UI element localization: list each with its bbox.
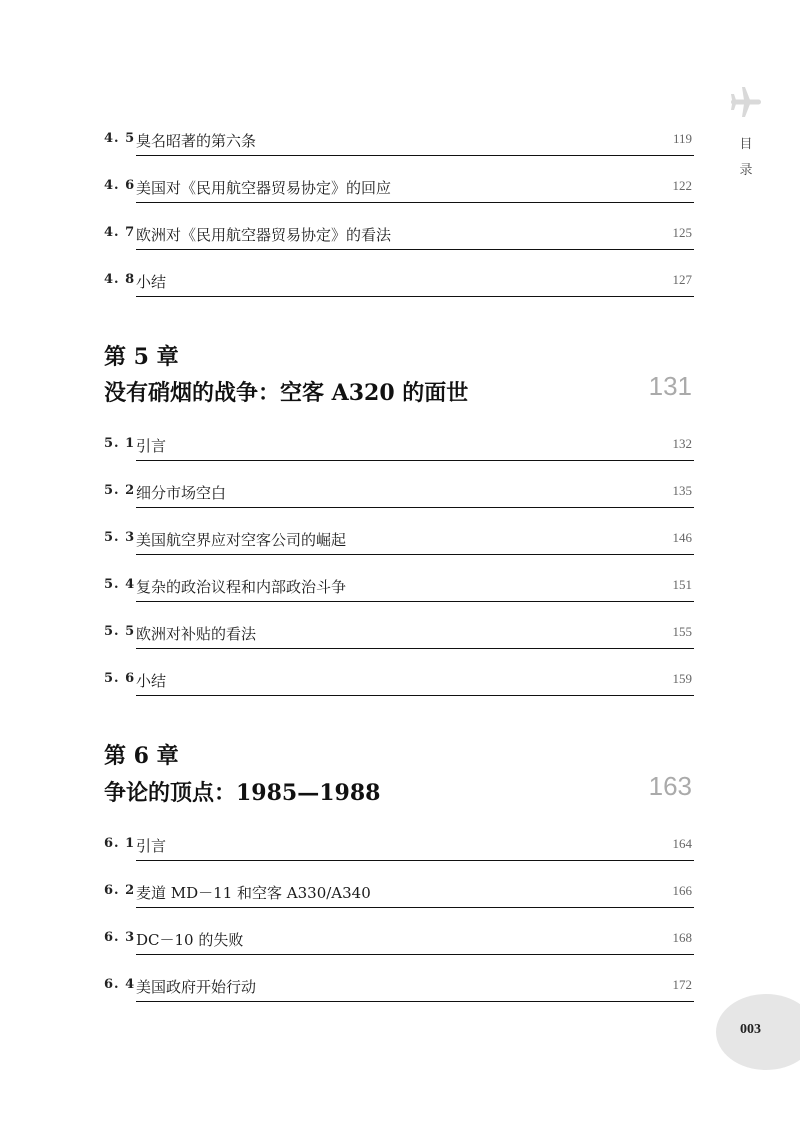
- divider: [136, 1001, 694, 1002]
- divider: [136, 907, 694, 908]
- page-number: 003: [740, 1022, 761, 1037]
- toc-entry[interactable]: [104, 269, 694, 299]
- divider: [136, 648, 694, 649]
- section-page: 125: [672, 225, 692, 240]
- toc-entry[interactable]: [104, 222, 694, 252]
- section-page: 127: [672, 272, 692, 287]
- section-number: 4. 6: [104, 178, 136, 193]
- section-title: 小结: [136, 273, 167, 291]
- chapter-page: 131: [648, 371, 692, 401]
- section-number: 6. 4: [104, 977, 136, 992]
- section-number: 4. 8: [104, 272, 136, 287]
- airplane-icon: [728, 84, 764, 120]
- section-number: 5. 2: [104, 483, 136, 498]
- toc-entry[interactable]: [104, 480, 694, 510]
- section-title: 美国政府开始行动: [136, 978, 257, 996]
- toc-entry[interactable]: [104, 175, 694, 205]
- section-page: 164: [672, 836, 692, 851]
- divider: [136, 296, 694, 297]
- chapter-label: 第 6 章: [104, 743, 179, 769]
- section-title: DC－10 的失败: [136, 931, 244, 949]
- divider: [136, 695, 694, 696]
- side-label-char: 录: [739, 163, 753, 178]
- section-title: 小结: [136, 672, 167, 690]
- section-title: 细分市场空白: [136, 484, 227, 502]
- chapter-page: 163: [648, 771, 692, 801]
- divider: [136, 860, 694, 861]
- section-number: 5. 1: [104, 436, 136, 451]
- section-page: 166: [672, 883, 692, 898]
- section-number: 5. 6: [104, 671, 136, 686]
- toc-entry[interactable]: [104, 527, 694, 557]
- section-page: 172: [672, 977, 692, 992]
- toc-entry[interactable]: [104, 621, 694, 651]
- toc-entry[interactable]: [104, 433, 694, 463]
- section-number: 5. 3: [104, 530, 136, 545]
- toc-entry[interactable]: [104, 927, 694, 957]
- toc-entry[interactable]: [104, 974, 694, 1004]
- divider: [136, 249, 694, 250]
- section-page: 135: [672, 483, 692, 498]
- chapter-title[interactable]: 争论的顶点：1985—1988: [104, 780, 381, 806]
- section-number: 4. 5: [104, 131, 136, 146]
- divider: [136, 202, 694, 203]
- toc-side-label: [738, 132, 754, 184]
- section-title: 美国对《民用航空器贸易协定》的回应: [136, 179, 392, 197]
- section-title: 欧洲对补贴的看法: [136, 625, 257, 643]
- section-title: 美国航空界应对空客公司的崛起: [136, 531, 347, 549]
- section-title: 复杂的政治议程和内部政治斗争: [136, 578, 347, 596]
- section-page: 168: [672, 930, 692, 945]
- section-number: 5. 4: [104, 577, 136, 592]
- toc-entry[interactable]: [104, 880, 694, 910]
- divider: [136, 954, 694, 955]
- divider: [136, 554, 694, 555]
- section-title: 引言: [136, 437, 167, 455]
- divider: [136, 155, 694, 156]
- toc-entry[interactable]: [104, 128, 694, 158]
- section-page: 122: [672, 178, 692, 193]
- section-page: 119: [672, 131, 692, 146]
- section-page: 155: [672, 624, 692, 639]
- divider: [136, 460, 694, 461]
- divider: [136, 507, 694, 508]
- divider: [136, 601, 694, 602]
- toc-entry[interactable]: [104, 668, 694, 698]
- section-title: 引言: [136, 837, 167, 855]
- section-page: 146: [672, 530, 692, 545]
- toc-entry[interactable]: [104, 574, 694, 604]
- section-page: 151: [672, 577, 692, 592]
- chapter-title[interactable]: 没有硝烟的战争：空客 A320 的面世: [104, 380, 469, 406]
- section-title: 臭名昭著的第六条: [136, 132, 257, 150]
- side-label-char: 目: [739, 137, 753, 152]
- section-number: 5. 5: [104, 624, 136, 639]
- toc-entry[interactable]: [104, 833, 694, 863]
- section-title: 欧洲对《民用航空器贸易协定》的看法: [136, 226, 392, 244]
- section-number: 6. 2: [104, 883, 136, 898]
- section-number: 4. 7: [104, 225, 136, 240]
- section-number: 6. 1: [104, 836, 136, 851]
- section-title: 麦道 MD－11 和空客 A330/A340: [136, 884, 371, 902]
- section-page: 159: [672, 671, 692, 686]
- section-number: 6. 3: [104, 930, 136, 945]
- section-page: 132: [672, 436, 692, 451]
- chapter-label: 第 5 章: [104, 344, 179, 370]
